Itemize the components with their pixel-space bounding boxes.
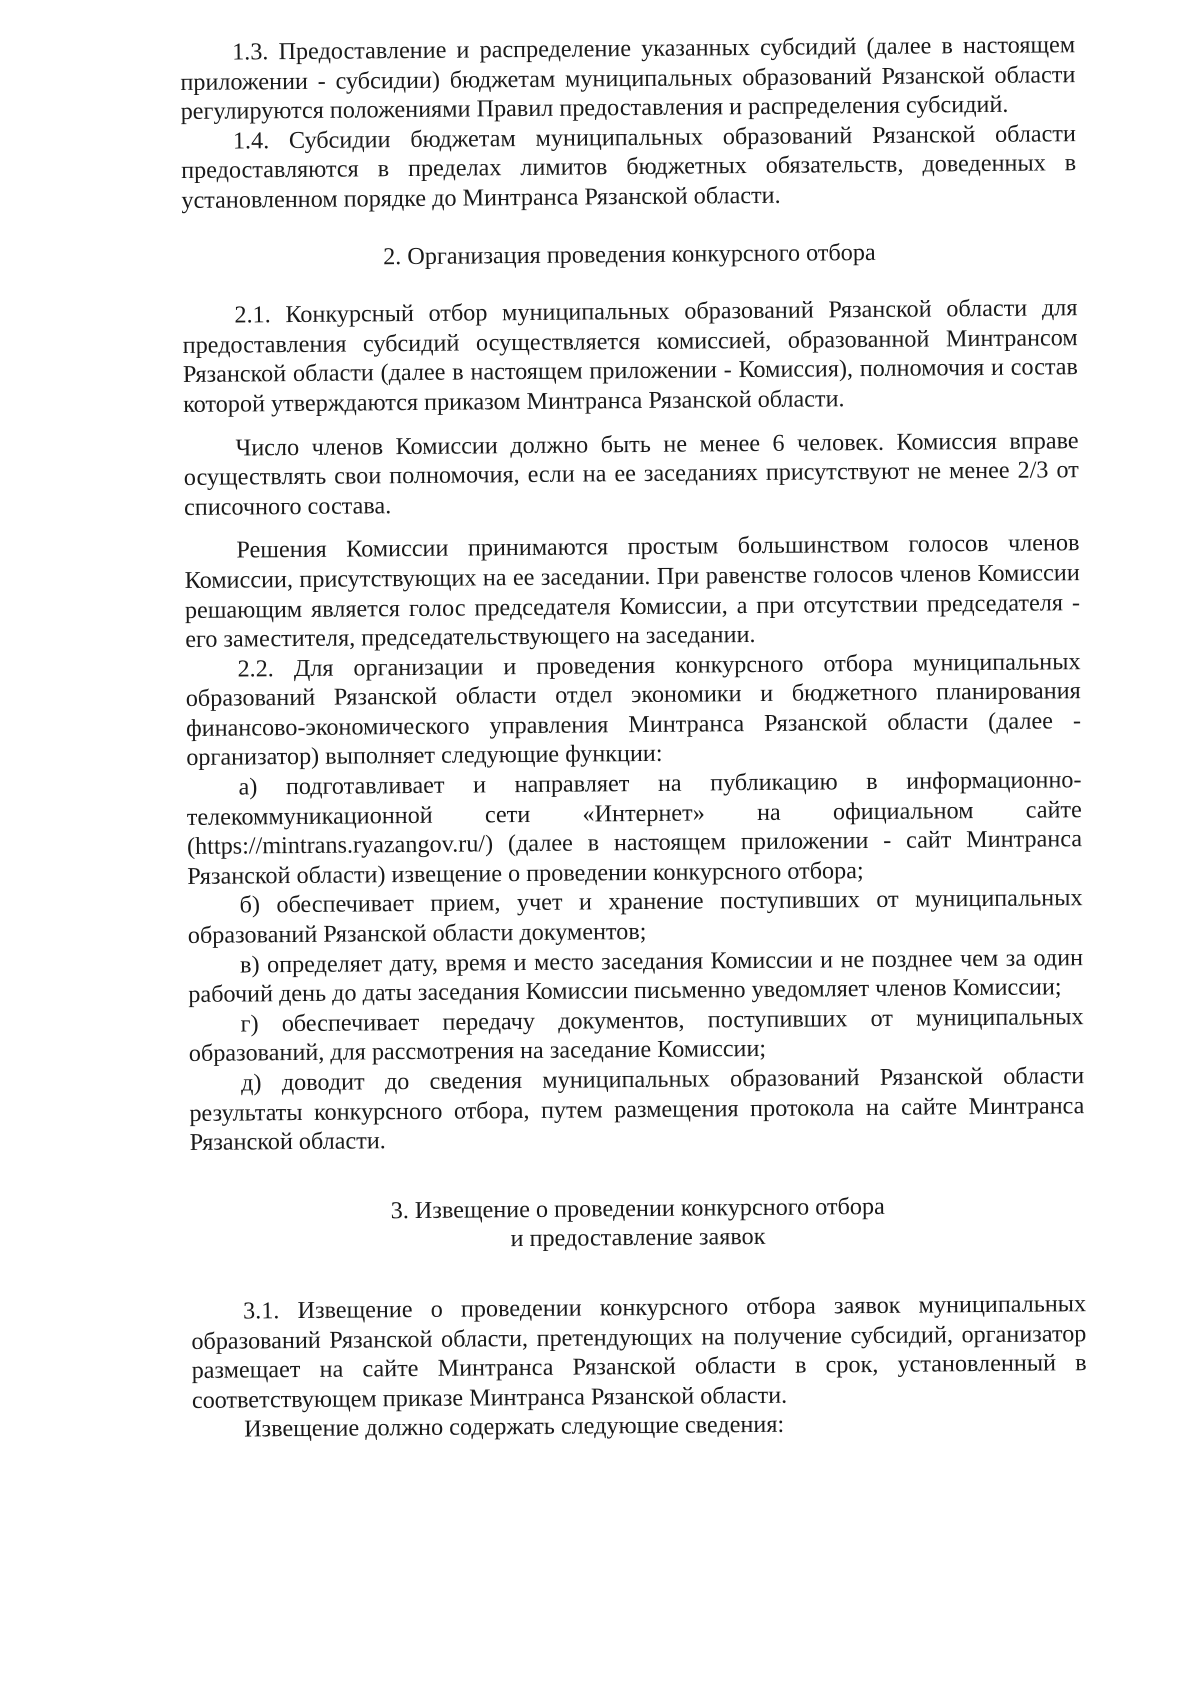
paragraph-2-1: 2.1. Конкурсный отбор муниципальных образований Рязанской области для предоставления субсидий осуществляется комиссией, образованной Минтрансом Рязанской области (далее в настоящем приложении - Комиссия), полномочия и состав которой утверждаются приказом Минтранса Рязанской области. xyxy=(182,294,1079,418)
paragraph-3-1: 3.1. Извещение о проведении конкурсного отбора заявок муниципальных образований Рязанской области, претендующих на получение субсидий, организатор размещает на сайте Минтранса Рязанской области в срок, установленный в соответствующем приказе Минтранса Рязанской области. xyxy=(191,1290,1087,1414)
list-item-v: в) определяет дату, время и место заседания Комиссии и не позднее чем за один рабочий день до даты заседания Комиссии письменно уведомляет членов Комиссии; xyxy=(188,943,1084,1009)
paragraph-1-3: 1.3. Предоставление и распределение указанных субсидий (далее в настоящем приложении - субсидии) бюджетам муниципальных образований Рязанской области регулируются положениями Правил предоставления и распределения субсидий. xyxy=(180,31,1076,126)
paragraph-1-4: 1.4. Субсидии бюджетам муниципальных образований Рязанской области предоставляются в пределах лимитов бюджетных обязательств, доведенных в установленном порядке до Минтранса Рязанской области. xyxy=(181,119,1077,214)
list-item-b: б) обеспечивает прием, учет и хранение поступивших от муниципальных образований Рязанской области документов; xyxy=(187,884,1083,949)
document-page xyxy=(180,30,1087,1445)
section-3-title-line-2: и предоставление заявок xyxy=(510,1223,766,1253)
paragraph-commission-members: Число членов Комиссии должно быть не менее 6 человек. Комиссия вправе осуществлять свои полномочия, если на ее заседаниях присутствуют не менее 2/3 от списочного состава. xyxy=(183,426,1079,521)
list-item-d: д) доводит до сведения муниципальных образований Рязанской области результаты конкурсного отбора, путем размещения протокола на сайте Минтранса Рязанской области. xyxy=(189,1062,1085,1157)
list-item-a: а) подготавливает и направляет на публикацию в информационно-телекоммуникационной сети «Интернет» на официальном сайте (https://mintrans.ryazangov.ru/) (далее в настоящем приложении - сайт Минтранса Рязанской области) извещение о проведении конкурсного отбора; xyxy=(186,766,1083,890)
paragraph-commission-decisions: Решения Комиссии принимаются простым большинством голосов членов Комиссии, присутствующих на ее заседании. При равенстве голосов членов Комиссии решающим является голос председателя Комиссии, а при отсутствии председателя - его заместителя, председательствующего на заседании. xyxy=(184,529,1081,654)
section-3-title xyxy=(190,1190,1085,1257)
section-3-title-line-1: 3. Извещение о проведении конкурсного отбора xyxy=(390,1192,885,1224)
section-2-title: 2. Организация проведения конкурсного отбора xyxy=(383,238,876,270)
paragraph-notice-contents: Извещение должно содержать следующие сведения: xyxy=(244,1411,785,1443)
paragraph-2-2: 2.2. Для организации и проведения конкурсного отбора муниципальных образований Рязанской области отдел экономики и бюджетного планирования финансово-экономического управления Минтранса Рязанской области (далее - организатор) выполняет следующие функции: xyxy=(185,647,1082,772)
list-item-g: г) обеспечивает передачу документов, поступивших от муниципальных образований, для рассмотрения на заседание Комиссии; xyxy=(188,1002,1084,1068)
